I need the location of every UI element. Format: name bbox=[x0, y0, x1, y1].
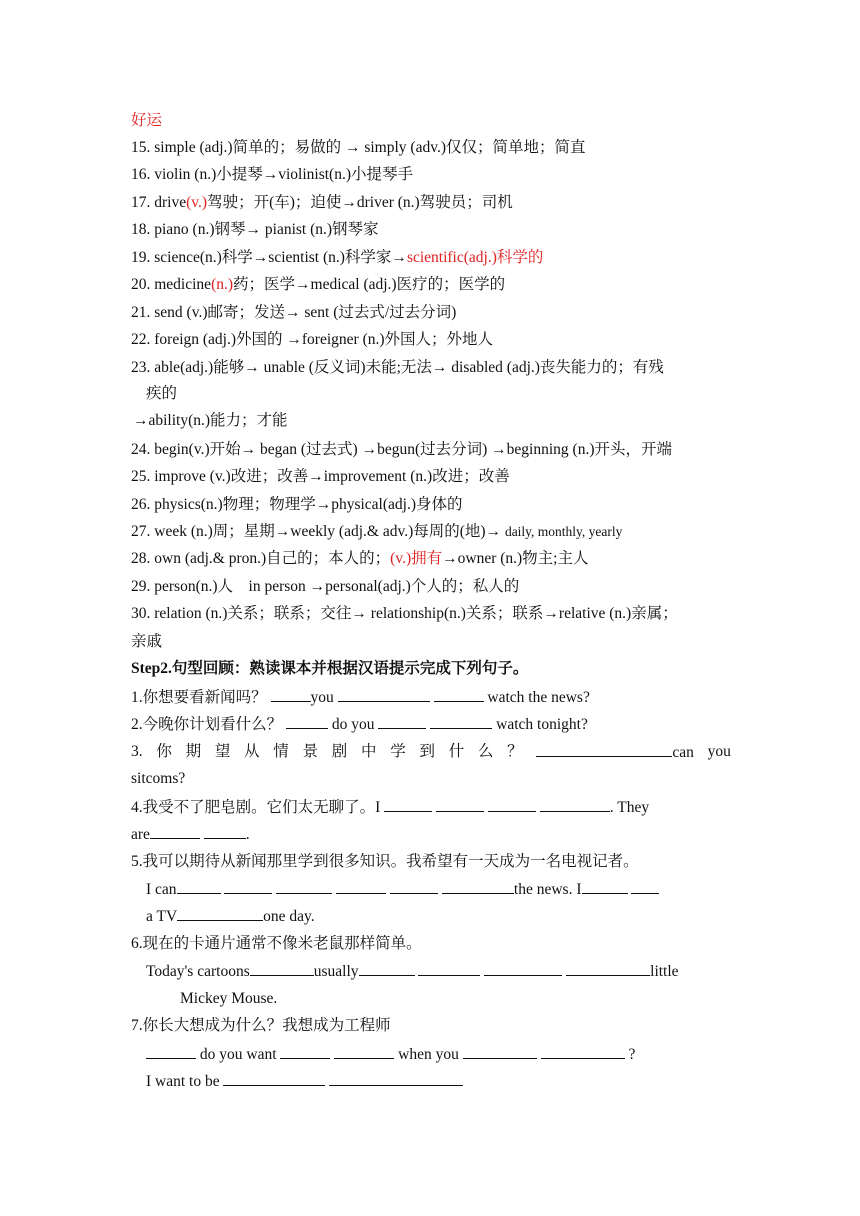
answer-blank[interactable] bbox=[418, 961, 480, 976]
answer-blank[interactable] bbox=[540, 797, 610, 812]
answer-blank[interactable] bbox=[430, 714, 492, 729]
vocab-item-30-wrap: 亲戚 bbox=[131, 633, 163, 650]
sentence-6: 6.现在的卡通片通常不像米老鼠那样简单。 bbox=[131, 935, 422, 952]
sentence-2: 2.今晚你计划看什么？ do you watch tonight? bbox=[131, 716, 588, 733]
vocab-continuation: 好运 bbox=[131, 112, 163, 129]
answer-blank[interactable] bbox=[582, 879, 628, 894]
sentence-1: 1.你想要看新闻吗？ you watch the news? bbox=[131, 689, 590, 706]
answer-blank[interactable] bbox=[334, 1044, 394, 1059]
vocab-item-27: 27. week (n.)周；星期→weekly (adj.& adv.)每周的(地)→ daily, monthly, yearly bbox=[131, 523, 623, 540]
answer-blank[interactable] bbox=[442, 879, 514, 894]
sentence-6-line-2: Today's cartoons usually little bbox=[146, 963, 679, 980]
answer-blank[interactable] bbox=[276, 879, 332, 894]
answer-blank[interactable] bbox=[484, 961, 562, 976]
vocab-item-23: 23. able(adj.)能够→ unable (反义词)未能;无法→ disabled (adj.)丧失能力的；有残 bbox=[131, 359, 664, 376]
answer-blank[interactable] bbox=[463, 1044, 537, 1059]
answer-blank[interactable] bbox=[280, 1044, 330, 1059]
answer-blank[interactable] bbox=[336, 879, 386, 894]
vocab-item-30: 30. relation (n.)关系；联系；交往→ relationship(n.)关系；联系→relative (n.)亲属； bbox=[131, 605, 678, 622]
vocab-item-21: 21. send (v.)邮寄；发送→ sent (过去式/过去分词) bbox=[131, 304, 457, 321]
answer-blank[interactable] bbox=[488, 797, 536, 812]
answer-blank[interactable] bbox=[224, 879, 272, 894]
vocab-item-23-wrap: 疾的 bbox=[146, 385, 178, 402]
step2-heading: Step2.句型回顾：熟读课本并根据汉语提示完成下列句子。 bbox=[131, 660, 529, 677]
sentence-3-wrap: sitcoms? bbox=[131, 770, 186, 787]
vocab-item-28: 28. own (adj.& pron.)自己的；本人的；(v.)拥有→owner (n.)物主;主人 bbox=[131, 550, 589, 567]
sentence-3: 3. 你 期 望 从 情 景 剧 中 学 到 什 么 ？ can you bbox=[131, 743, 731, 761]
sentence-5: 5.我可以期待从新闻那里学到很多知识。我希望有一天成为一名电视记者。 bbox=[131, 853, 639, 870]
sentence-7: 7.你长大想成为什么？我想成为工程师 bbox=[131, 1017, 391, 1034]
answer-blank[interactable] bbox=[541, 1044, 625, 1059]
answer-blank[interactable] bbox=[566, 961, 650, 976]
answer-blank[interactable] bbox=[434, 687, 484, 702]
vocab-item-18: 18. piano (n.)钢琴→ pianist (n.)钢琴家 bbox=[131, 221, 379, 238]
answer-blank[interactable] bbox=[329, 1071, 463, 1086]
vocab-item-24: 24. begin(v.)开始→ began (过去式) →begun(过去分词) →beginning (n.)开头，开端 bbox=[131, 441, 672, 458]
answer-blank[interactable] bbox=[223, 1071, 325, 1086]
vocab-item-22: 22. foreign (adj.)外国的 →foreigner (n.)外国人；外地人 bbox=[131, 331, 494, 348]
vocab-item-26: 26. physics(n.)物理；物理学→physical(adj.)身体的 bbox=[131, 496, 463, 513]
sentence-4: 4.我受不了肥皂剧。它们太无聊了。I . They bbox=[131, 799, 650, 816]
vocab-item-19: 19. science(n.)科学→scientist (n.)科学家→scientific(adj.)科学的 bbox=[131, 249, 544, 266]
answer-blank[interactable] bbox=[271, 687, 311, 702]
vocab-item-29: 29. person(n.)人 in person →personal(adj.)个人的；私人的 bbox=[131, 578, 520, 595]
sentence-4-wrap: are . bbox=[131, 826, 250, 843]
answer-blank[interactable] bbox=[378, 714, 426, 729]
sentence-7-line-2: do you want when you ? bbox=[146, 1044, 746, 1065]
answer-blank[interactable] bbox=[338, 687, 430, 702]
sentence-5-line-2: I can the news. I bbox=[146, 879, 731, 900]
answer-blank[interactable] bbox=[286, 714, 328, 729]
answer-blank[interactable] bbox=[536, 742, 672, 757]
answer-blank[interactable] bbox=[146, 1044, 196, 1059]
vocab-item-17: 17. drive(v.)驾驶；开(车)；迫使→driver (n.)驾驶员；司机 bbox=[131, 194, 513, 211]
sentence-7-line-3: I want to be bbox=[146, 1071, 746, 1092]
answer-blank[interactable] bbox=[390, 879, 438, 894]
answer-blank[interactable] bbox=[177, 879, 221, 894]
answer-blank[interactable] bbox=[150, 824, 200, 839]
answer-blank[interactable] bbox=[436, 797, 484, 812]
answer-blank[interactable] bbox=[204, 824, 246, 839]
vocab-item-23-cont: →ability(n.)能力；才能 bbox=[133, 412, 288, 429]
vocab-item-15: 15. simple (adj.)简单的；易做的 → simply (adv.)仅仅；简单地；简直 bbox=[131, 139, 586, 156]
vocab-item-16: 16. violin (n.)小提琴→violinist(n.)小提琴手 bbox=[131, 166, 414, 183]
answer-blank[interactable] bbox=[631, 879, 659, 894]
sentence-5-line-3: a TV one day. bbox=[146, 908, 315, 925]
sentence-6-line-3: Mickey Mouse. bbox=[180, 990, 278, 1007]
vocab-item-20: 20. medicine(n.)药；医学→medical (adj.)医疗的；医学的 bbox=[131, 276, 506, 293]
answer-blank[interactable] bbox=[384, 797, 432, 812]
answer-blank[interactable] bbox=[177, 906, 263, 921]
answer-blank[interactable] bbox=[250, 961, 314, 976]
vocab-item-25: 25. improve (v.)改进；改善→improvement (n.)改进；改善 bbox=[131, 468, 510, 485]
answer-blank[interactable] bbox=[359, 961, 415, 976]
